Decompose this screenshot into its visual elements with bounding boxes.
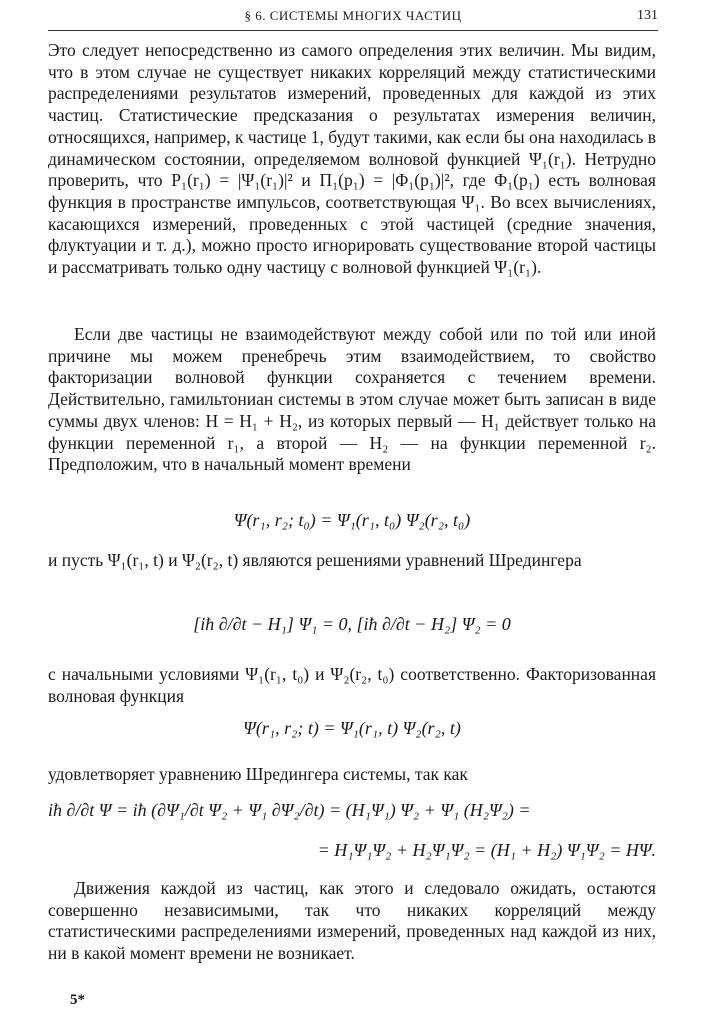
paragraph-4: с начальными условиями Ψ₁(r₁, t₀) и Ψ₂(r₂, t₀) соответственно. Факторизованная волновая функция [48,664,656,706]
running-header [48,8,658,30]
section-title: § 6. СИСТЕМЫ МНОГИХ ЧАСТИЦ [244,8,462,23]
paragraph-5: удовлетворяет уравнению Шредингера системы, так как [48,764,468,784]
paragraph-3: и пусть Ψ₁(r₁, t) и Ψ₂(r₂, t) являются решениями уравнений Шредингера [48,550,582,570]
equation-derivation-line-1: iħ ∂/∂t Ψ = iħ (∂Ψ₁/∂t Ψ₂ + Ψ₁ ∂Ψ₂/∂t) = (H₁Ψ₁) Ψ₂ + Ψ₁ (H₂Ψ₂) = [48,800,531,820]
equation-derivation-line-2: = H₁Ψ₁Ψ₂ + H₂Ψ₁Ψ₂ = (H₁ + H₂) Ψ₁Ψ₂ = HΨ. [317,840,656,860]
header-rule [48,30,658,31]
paragraph-2: Если две частицы не взаимодействуют между собой или по той или иной причине мы можем пренебречь этим взаимодействием, то свойство факторизации волновой функции сохраняется с течением времени. Действительно, гамильтониан системы в этом случае может быть записан в виде суммы двух членов: H = H₁ + H₂, из которых первый — H₁ действует только на функции переменной r₁, а второй — H₂ — на функции переменной r₂. Предположим, что в начальный момент времени [48,324,656,475]
paragraph-1: Это следует непосредственно из самого определения этих величин. Мы видим, что в этом случае не существует никаких корреляций между статистическими распределениями результатов измерений, проведенных для каждой из этих частиц. Статистические предсказания о результатах измерения величин, относящихся, например, к частице 1, будут такими, как если бы она находилась в динамическом состоянии, определяемом волновой функцией Ψ₁(r₁). Нетрудно проверить, что P₁(r₁) = |Ψ₁(r₁)|² и Π₁(p₁) = |Φ₁(p₁)|², где Φ₁(p₁) есть волновая функция в пространстве импульсов, соответствующая Ψ₁. Во всех вычислениях, касающихся измерений, проведенных с этой частицей (средние значения, флуктуации и т. д.), можно просто игнорировать существование второй частицы и рассматривать только одну частицу с волновой функцией Ψ₁(r₁). [48,40,656,278]
signature-mark: 5* [70,992,85,1008]
equation-initial-state: Ψ(r₁, r₂; t₀) = Ψ₁(r₁, t₀) Ψ₂(r₂, t₀) [233,510,471,530]
page-number: 131 [637,8,658,23]
paragraph-6: Движения каждой из частиц, как этого и следовало ожидать, остаются совершенно независимыми, так что никаких корреляций между статистическими распределениями измерений, проведенных над каждой из них, ни в какой момент времени не возникает. [48,878,656,964]
equation-schrodinger-pair: [iħ ∂/∂t − H₁] Ψ₁ = 0, [iħ ∂/∂t − H₂] Ψ₂ = 0 [193,614,511,634]
equation-factorized: Ψ(r₁, r₂; t) = Ψ₁(r₁, t) Ψ₂(r₂, t) [243,718,461,738]
